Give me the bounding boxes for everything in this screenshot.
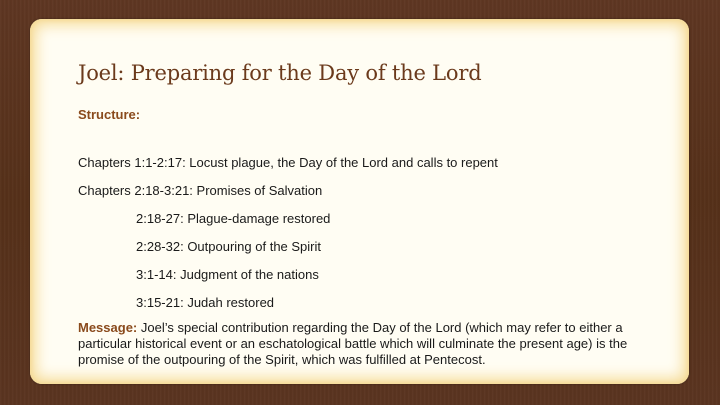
structure-subline-judgment: 3:1-14: Judgment of the nations bbox=[136, 267, 319, 282]
structure-subline-outpouring: 2:28-32: Outpouring of the Spirit bbox=[136, 239, 322, 254]
message-paragraph bbox=[78, 320, 668, 368]
structure-line-chapters-2: Chapters 2:18-3:21: Promises of Salvation bbox=[78, 183, 323, 198]
message-label: Message: bbox=[78, 320, 138, 335]
slide-card bbox=[30, 19, 689, 384]
structure-line-chapters-1: Chapters 1:1-2:17: Locust plague, the Day of the Lord and calls to repent bbox=[78, 155, 498, 170]
structure-subline-plague-restored: 2:18-27: Plague-damage restored bbox=[136, 211, 331, 226]
structure-subline-judah: 3:15-21: Judah restored bbox=[136, 295, 275, 310]
message-text: Joel’s special contribution regarding the Day of the Lord (which may refer to either a particular historical event or an eschatological battle which will culminate the present age) is the promise of the outpouring of the Spirit, which was fulfilled at Pentecost. bbox=[78, 320, 628, 367]
structure-heading: Structure: bbox=[78, 107, 141, 122]
slide-title: Joel: Preparing for the Day of the Lord bbox=[78, 61, 482, 85]
